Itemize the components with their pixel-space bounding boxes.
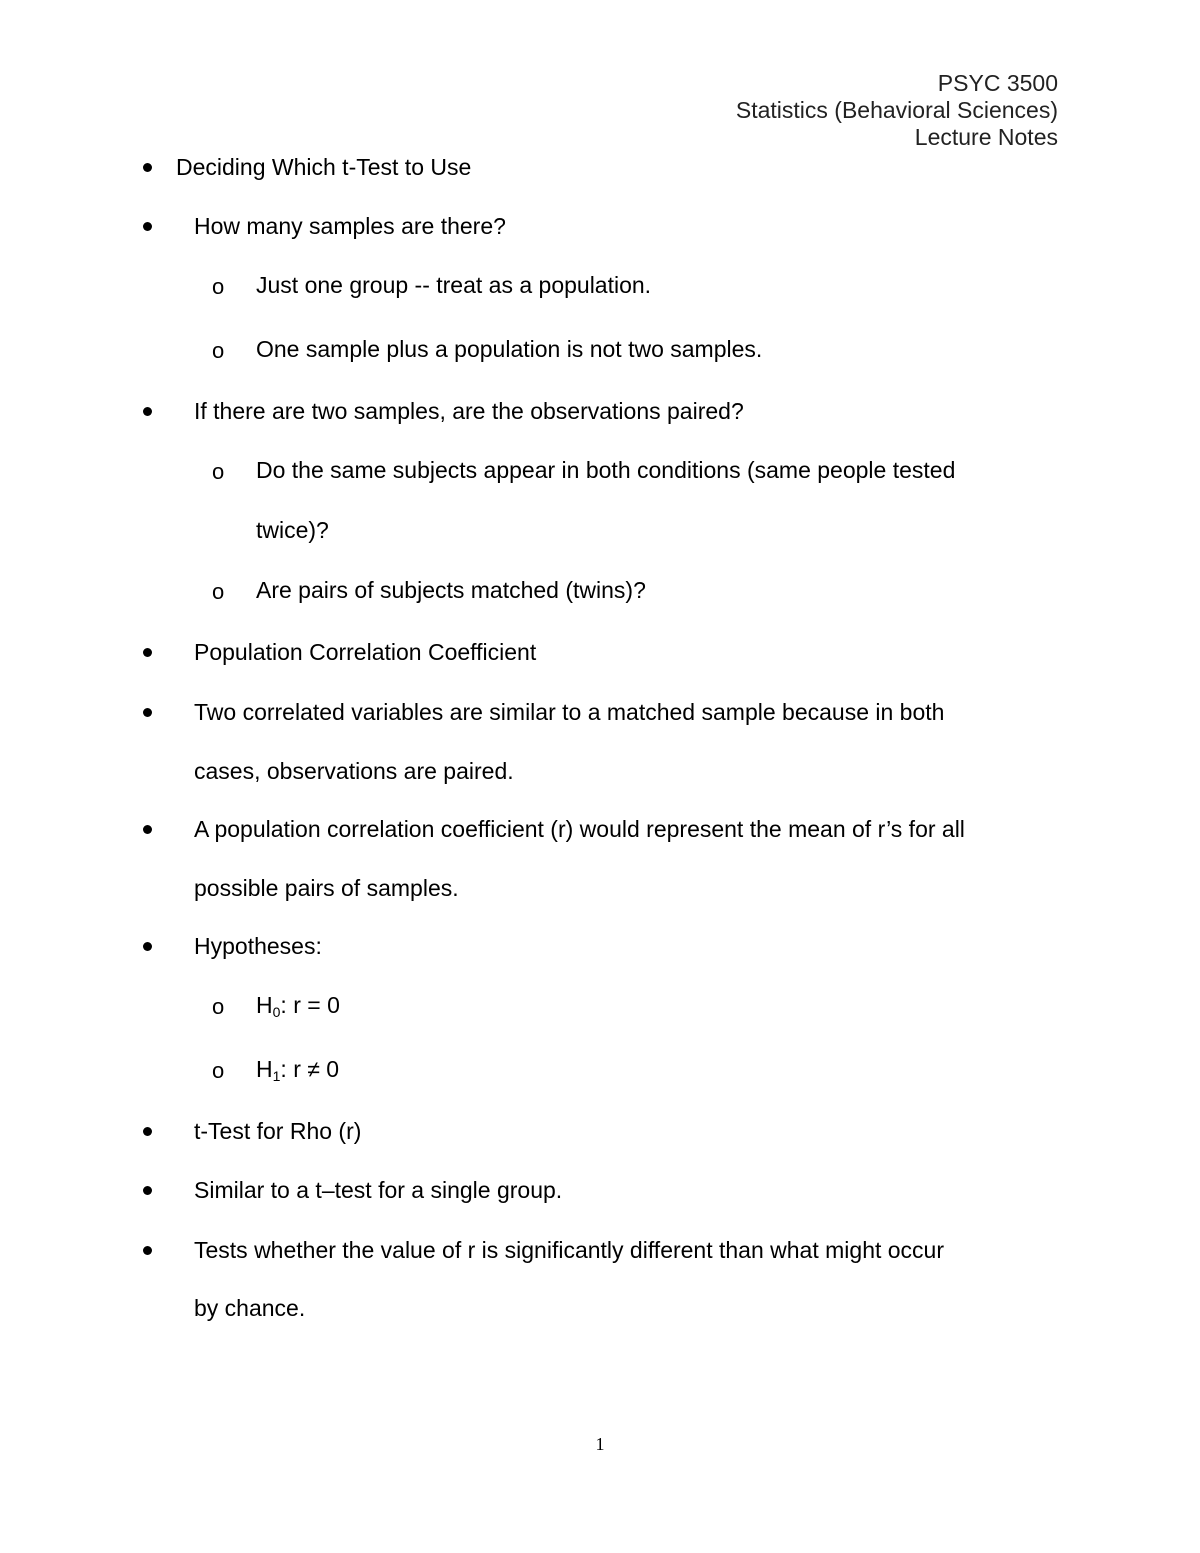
hypothesis-alternative: $H_1$: r ≠ 0 [256,1056,340,1084]
bullet-marker [143,1186,155,1198]
course-subject: Statistics (Behavioral Sciences) [735,97,1058,123]
list-item-continuation: possible pairs of samples. [194,875,459,901]
list-item: Tests whether the value of r is significantly different than what might occur [194,1237,945,1263]
bullet-marker [143,1246,155,1258]
list-item: Are pairs of subjects matched (twins)? [256,577,646,603]
page-number: 1 [595,1434,605,1454]
bullet-marker [143,708,155,720]
list-item: Similar to a t–test for a single group. [194,1177,563,1203]
list-item: t-Test for Rho (r) [194,1118,362,1144]
list-item: How many samples are there? [194,213,506,239]
sub-bullet-marker: o [212,459,225,484]
list-item-continuation: cases, observations are paired. [194,758,514,784]
sub-bullet-marker: o [212,1058,225,1083]
list-item: One sample plus a population is not two samples. [256,336,763,362]
list-item: Just one group -- treat as a population. [256,272,652,298]
bullet-marker [143,648,155,660]
course-code: PSYC 3500 [937,70,1058,96]
sub-bullet-marker: o [212,994,225,1019]
bullet-marker [143,222,155,234]
hypothesis-subscript: 0 [272,1004,281,1020]
list-item: Do the same subjects appear in both conditions (same people tested [256,457,956,483]
sub-bullet-marker: o [212,338,225,363]
list-item: Population Correlation Coefficient [194,639,537,665]
bullet-marker [143,407,155,419]
bullet-marker [143,163,155,175]
list-item: If there are two samples, are the observations paired? [194,398,744,424]
list-item-continuation: twice)? [256,517,329,543]
document-type: Lecture Notes [914,124,1058,150]
document-header [736,70,1058,151]
bullet-marker [143,825,155,837]
bullet-marker [143,942,155,954]
list-item: A population correlation coefficient (r) would represent the mean of r’s for all [194,816,965,842]
sub-bullet-marker: o [212,579,225,604]
list-item: Deciding Which t-Test to Use [176,154,472,180]
hypothesis-null: $H_0$: r = 0 [256,992,340,1020]
list-item: Hypotheses: [194,933,322,959]
list-item-continuation: by chance. [194,1295,306,1321]
list-item: Two correlated variables are similar to a matched sample because in both [194,699,945,725]
sub-bullet-marker: o [212,274,225,299]
bullet-marker [143,1127,155,1139]
hypothesis-subscript: 1 [272,1068,281,1084]
